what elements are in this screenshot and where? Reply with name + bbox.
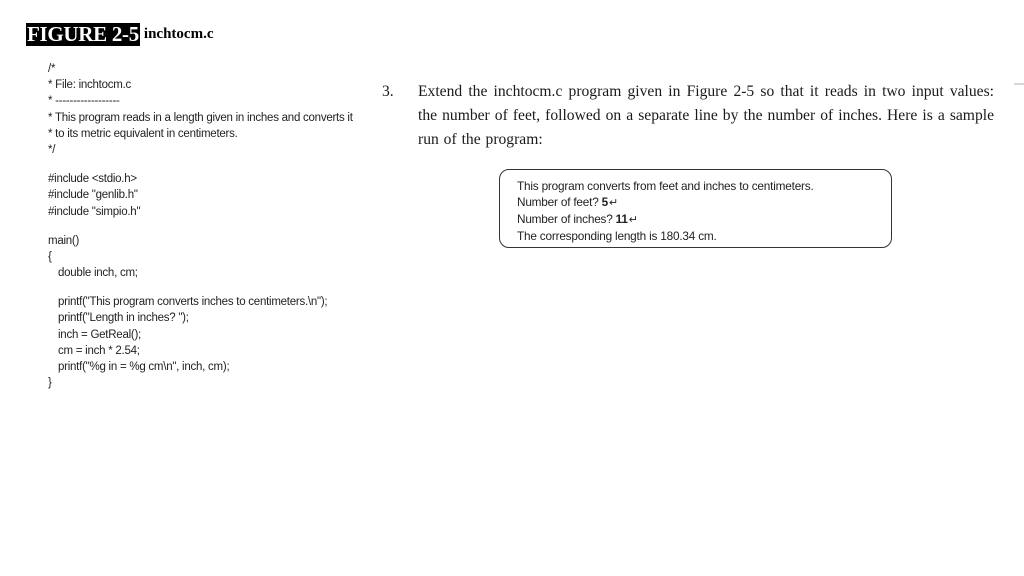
exercise-number: 3. bbox=[382, 83, 394, 100]
page-edge-mark bbox=[1014, 83, 1024, 85]
sample-run-line bbox=[517, 194, 891, 211]
sample-run-prompt: Number of inches? bbox=[517, 212, 613, 226]
code-line: printf("Length in inches? "); bbox=[58, 312, 189, 325]
code-line: */ bbox=[48, 143, 56, 156]
code-line: main() bbox=[48, 234, 80, 247]
sample-run-box bbox=[499, 169, 892, 248]
code-line: inch = GetReal(); bbox=[58, 328, 141, 341]
sample-run-input: 5 bbox=[601, 195, 608, 209]
code-line: #include "simpio.h" bbox=[48, 205, 141, 218]
return-key-icon: ↵ bbox=[628, 214, 638, 226]
sample-run-input: 11 bbox=[615, 212, 628, 226]
code-line: printf("%g in = %g cm\n", inch, cm); bbox=[58, 361, 230, 373]
code-line: * ------------------ bbox=[48, 95, 120, 108]
code-line: * File: inchtocm.c bbox=[48, 79, 132, 92]
code-line: { bbox=[48, 250, 52, 263]
sample-run-prompt: Number of feet? bbox=[517, 195, 599, 209]
code-listing bbox=[48, 61, 368, 391]
code-line: * to its metric equivalent in centimeters. bbox=[48, 127, 238, 140]
code-line: double inch, cm; bbox=[58, 267, 138, 280]
exercise-text: Extend the inchtocm.c program given in Figure 2-5 so that it reads in two input values: the number of feet, followed on a separate line by the number of inches. Here is a sample run of the program: bbox=[418, 83, 994, 148]
figure-filename: inchtocm.c bbox=[143, 25, 214, 42]
code-line: #include "genlib.h" bbox=[48, 189, 138, 202]
exercise bbox=[382, 80, 994, 152]
code-line: * This program reads in a length given in inches and converts it bbox=[48, 111, 353, 124]
sample-run-line: This program converts from feet and inches to centimeters. bbox=[517, 179, 814, 193]
code-line: /* bbox=[48, 63, 56, 75]
sample-run-line: The corresponding length is 180.34 cm. bbox=[517, 229, 717, 243]
code-line: } bbox=[48, 377, 52, 390]
code-line-blank bbox=[48, 220, 368, 233]
code-line-blank bbox=[48, 158, 368, 171]
figure-label: FIGURE 2-5 bbox=[27, 21, 139, 46]
figure-header bbox=[26, 22, 214, 46]
code-line: cm = inch * 2.54; bbox=[58, 344, 140, 357]
sample-run-line bbox=[517, 211, 891, 228]
code-line: #include <stdio.h> bbox=[48, 173, 137, 186]
code-line-blank bbox=[48, 281, 368, 294]
code-line: printf("This program converts inches to centimeters.\n"); bbox=[58, 296, 328, 309]
return-key-icon: ↵ bbox=[608, 197, 618, 209]
